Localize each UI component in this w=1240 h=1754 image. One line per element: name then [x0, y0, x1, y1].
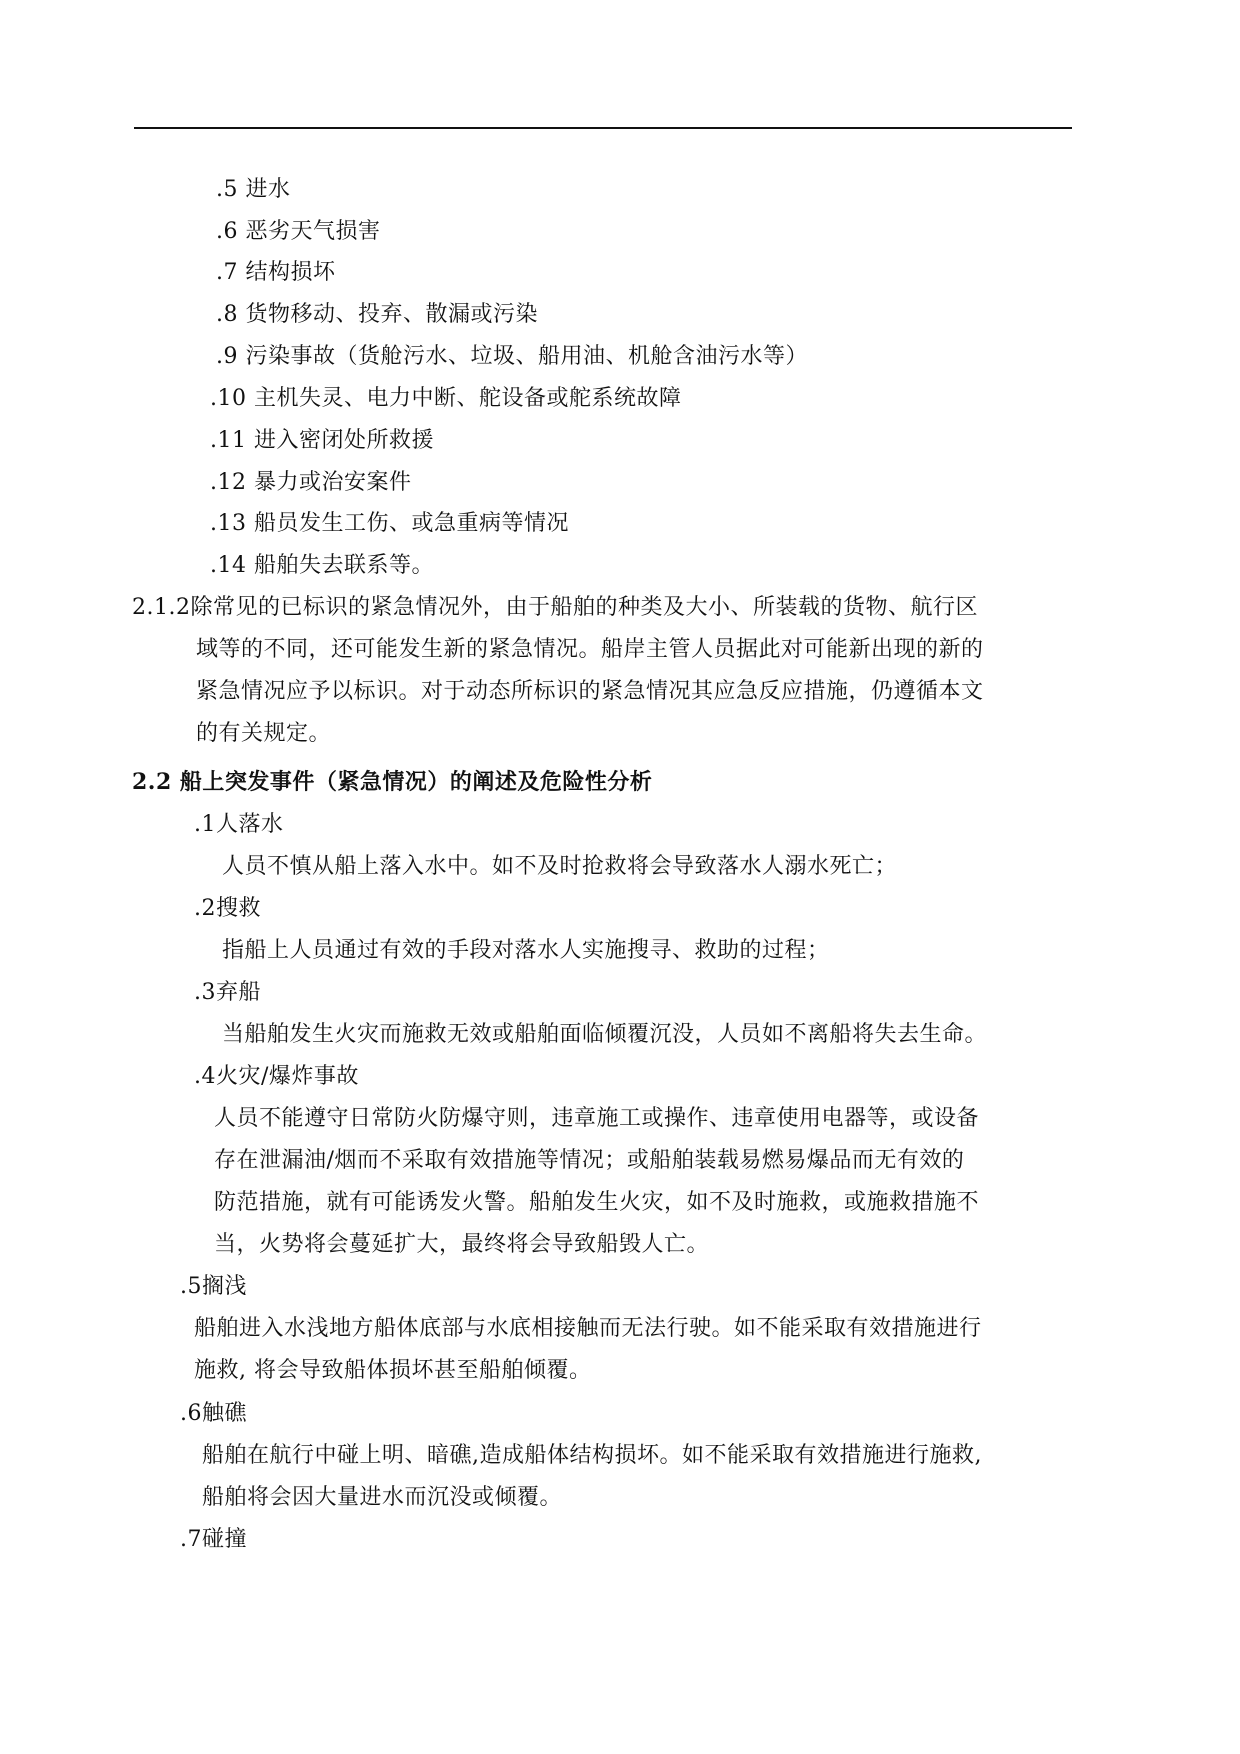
item-title: .3弃船	[194, 980, 261, 1005]
item-body: 当，火势将会蔓延扩大，最终将会导致船毁人亡。	[214, 1232, 710, 1257]
list-item: .11 进入密闭处所救援	[210, 428, 434, 453]
list-item: .5 进水	[216, 177, 291, 202]
paragraph-line: 的有关规定。	[196, 721, 332, 746]
item-body: 指船上人员通过有效的手段对落水人实施搜寻、救助的过程；	[222, 938, 830, 963]
header-rule	[134, 127, 1072, 129]
paragraph-line: 2.1.2除常见的已标识的紧急情况外，由于船舶的种类及大小、所装载的货物、航行区	[132, 595, 978, 620]
list-item: .14 船舶失去联系等。	[210, 553, 434, 578]
item-body: 船舶进入水浅地方船体底部与水底相接触而无法行驶。如不能采取有效措施进行	[194, 1316, 982, 1341]
list-item: .9 污染事故（货舱污水、垃圾、船用油、机舱含油污水等）	[216, 344, 808, 369]
section-heading: 2.2 船上突发事件（紧急情况）的阐述及危险性分析	[132, 769, 653, 795]
item-body: 存在泄漏油/烟而不采取有效措施等情况；或船舶装载易燃易爆品而无有效的	[214, 1148, 965, 1173]
item-body: 防范措施，就有可能诱发火警。船舶发生火灾，如不及时施救，或施救措施不	[214, 1190, 980, 1215]
paragraph-line: 紧急情况应予以标识。对于动态所标识的紧急情况其应急反应措施，仍遵循本文	[196, 679, 984, 704]
item-body: 人员不能遵守日常防火防爆守则，违章施工或操作、违章使用电器等，或设备	[214, 1106, 980, 1131]
item-body: 人员不慎从船上落入水中。如不及时抢救将会导致落水人溺水死亡；	[222, 854, 898, 879]
item-body: 船舶在航行中碰上明、暗礁,造成船体结构损坏。如不能采取有效措施进行施救,	[202, 1443, 982, 1468]
list-item: .6 恶劣天气损害	[216, 219, 381, 244]
item-title: .6触礁	[180, 1401, 247, 1426]
list-item: .7 结构损坏	[216, 260, 336, 285]
list-item: .12 暴力或治安案件	[210, 470, 412, 495]
list-item: .10 主机失灵、电力中断、舵设备或舵系统故障	[210, 386, 682, 411]
paragraph-line: 域等的不同，还可能发生新的紧急情况。船岸主管人员据此对可能新出现的新的	[196, 637, 984, 662]
item-title: .1人落水	[194, 812, 284, 837]
item-title: .7碰撞	[180, 1527, 247, 1552]
list-item: .13 船员发生工伤、或急重病等情况	[210, 511, 569, 536]
item-body: 船舶将会因大量进水而沉没或倾覆。	[202, 1485, 563, 1510]
item-body: 当船舶发生火灾而施救无效或船舶面临倾覆沉没，人员如不离船将失去生命。	[222, 1022, 988, 1047]
list-item: .8 货物移动、投弃、散漏或污染	[216, 302, 538, 327]
item-body: 施救, 将会导致船体损坏甚至船舶倾覆。	[194, 1358, 592, 1383]
item-title: .5搁浅	[180, 1274, 247, 1299]
item-title: .4火灾/爆炸事故	[194, 1064, 359, 1089]
item-title: .2搜救	[194, 896, 261, 921]
